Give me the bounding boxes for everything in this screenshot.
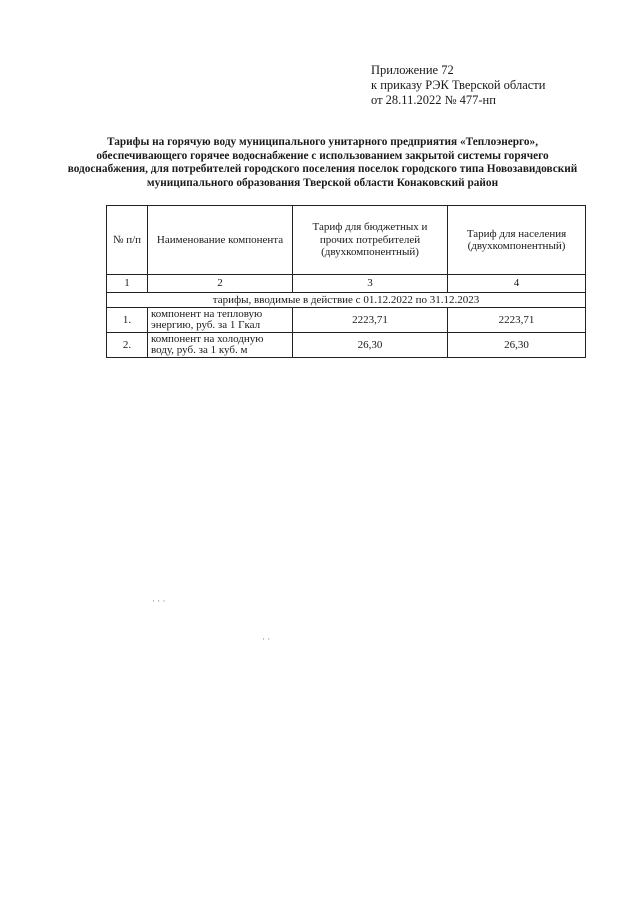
scan-speck: · · ·	[152, 596, 166, 606]
title-line: муниципального образования Тверской области Конаковский район	[146, 176, 499, 189]
title-line: Тарифы на горячую воду муниципального унитарного предприятия «Теплоэнерго»,	[106, 136, 539, 148]
row-budget-tariff: 26,30	[293, 333, 448, 358]
scan-speck: · ·	[262, 634, 271, 644]
period-row	[107, 293, 586, 308]
table-row	[107, 333, 586, 358]
row-num: 2.	[107, 333, 148, 358]
document-title	[60, 136, 585, 190]
header-budget-tariff: Тариф для бюджетных и прочих потребителей (двухкомпонентный)	[293, 206, 448, 275]
appendix-note	[371, 63, 545, 108]
row-population-tariff: 26,30	[448, 333, 586, 358]
tariffs-table	[106, 205, 586, 358]
row-budget-tariff: 2223,71	[293, 308, 448, 333]
title-line: обеспечивающего горячее водоснабжение с использованием закрытой системы горячего	[96, 149, 549, 162]
row-num: 1.	[107, 308, 148, 333]
header-component-name: Наименование компонента	[148, 206, 293, 275]
appendix-line: Приложение 72	[371, 63, 454, 77]
row-component-name: компонент на холодную воду, руб. за 1 куб. м	[148, 333, 293, 358]
table-header-row	[107, 206, 586, 275]
header-num: № п/п	[107, 206, 148, 275]
row-component-name: компонент на тепловую энергию, руб. за 1 Гкал	[148, 308, 293, 333]
column-numbers-row	[107, 275, 586, 293]
column-number: 2	[148, 275, 293, 293]
title-line: водоснабжения, для потребителей городского поселения поселок городского типа Новозавидовский	[67, 163, 578, 175]
order-date-line: от 28.11.2022 № 477-нп	[371, 93, 496, 107]
column-number: 3	[293, 275, 448, 293]
row-population-tariff: 2223,71	[448, 308, 586, 333]
table-row	[107, 308, 586, 333]
period-label: тарифы, вводимые в действие с 01.12.2022 по 31.12.2023	[107, 293, 586, 308]
order-reference-line: к приказу РЭК Тверской области	[371, 78, 546, 92]
header-population-tariff: Тариф для населения (двухкомпонентный)	[448, 206, 586, 275]
column-number: 1	[107, 275, 148, 293]
column-number: 4	[448, 275, 586, 293]
